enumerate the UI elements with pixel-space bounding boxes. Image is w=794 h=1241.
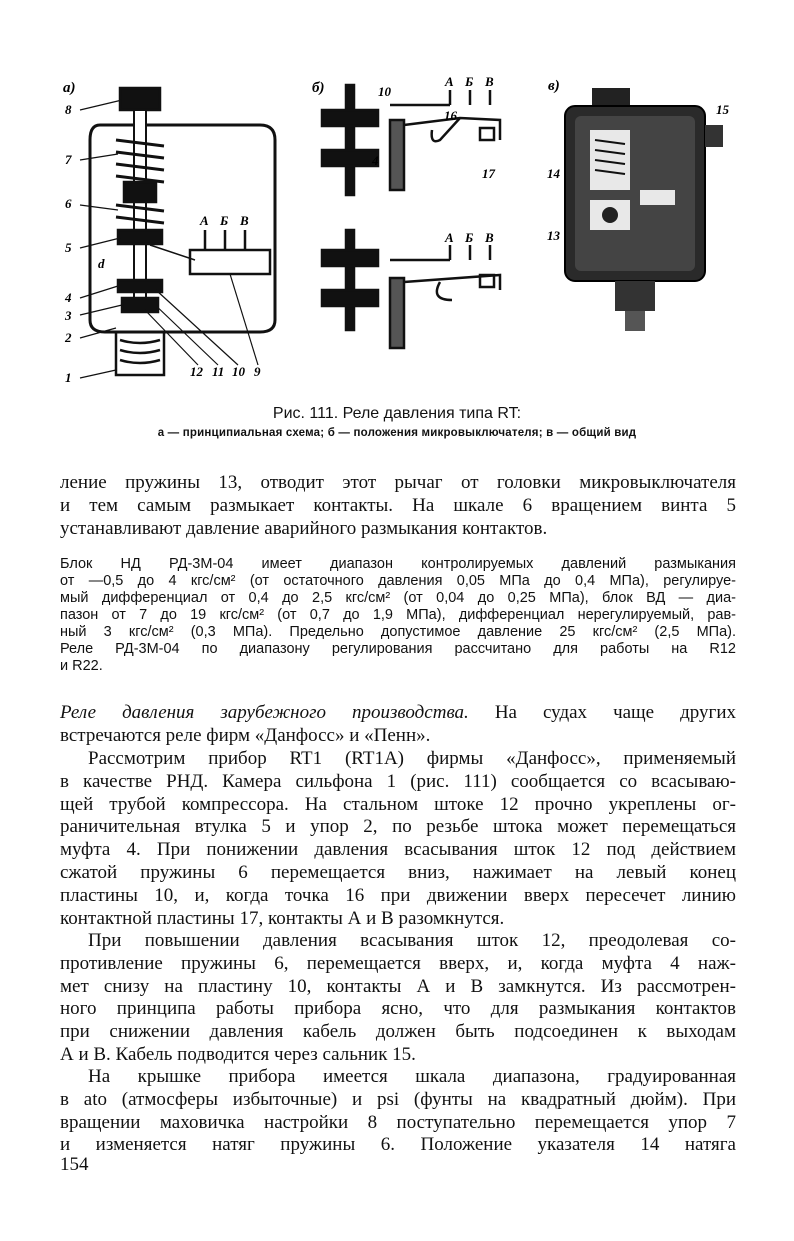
small-line: мый дифференциал от 0,4 до 2,5 кгс/см² (от 0,04 до 0,25 МПа), блок ВД — диа- xyxy=(60,590,736,606)
text-line: в ato (атмосферы избыточные) и psi (фунты на квадратный дюйм). При xyxy=(60,1088,736,1110)
text-line: муфта 4. При понижении давления всасывания шток 12 под действием xyxy=(60,839,736,861)
small-print-block xyxy=(60,556,736,675)
panel-a-label: а) xyxy=(63,80,76,96)
text-line: и изменяется натяг пружины 6. Положение указателя 14 натяга xyxy=(60,1134,736,1156)
contact-a-label: А xyxy=(200,213,209,228)
small-line: от —0,5 до 4 кгс/см² (от остаточного давления 0,05 МПа до 0,4 МПа), регулируе- xyxy=(60,573,736,589)
small-line: пазон от 7 до 19 кгс/см² (от 0,7 до 1,9 МПа), дифференциал нерегулируемый, рав- xyxy=(60,607,736,623)
label-5: 5 xyxy=(65,240,72,255)
label-d: d xyxy=(98,256,105,271)
text-line: сжатой пружины 6 перемещается вниз, нажимает на левый конец xyxy=(60,861,736,883)
text-line: раничительная втулка 5 и упор 2, по резьбе штока может перемещаться xyxy=(60,816,736,838)
paragraph-5 xyxy=(60,1066,736,1157)
label-10: 10 xyxy=(232,364,245,379)
small-line: Реле РД-3М-04 по диапазону регулирования рассчитано для работы на R12 xyxy=(60,641,736,657)
paragraph-3 xyxy=(60,748,736,930)
text-line: На крышке прибора имеется шкала диапазона, градуированная xyxy=(88,1066,736,1087)
text-line: противление пружины 6, перемещается вверх, и, когда муфта 4 наж- xyxy=(60,952,736,974)
text-line: ление пружины 13, отводит этот рычаг от головки микровыключателя xyxy=(60,472,736,493)
small-line: и R22. xyxy=(60,658,103,674)
panel-c-label: в) xyxy=(548,78,560,94)
label-3: 3 xyxy=(65,308,72,323)
label-9: 9 xyxy=(254,364,261,379)
panel-b-label: б) xyxy=(312,80,325,96)
label-b-4: 4 xyxy=(372,153,379,168)
label-7: 7 xyxy=(65,152,72,167)
contact-b-label: Б xyxy=(220,213,229,228)
text-line: в качестве РНД. Камера сильфона 1 (рис. 111) сообщается со всасываю- xyxy=(60,770,736,792)
text-line: устанавливают давление аварийного размыкания контактов. xyxy=(60,517,548,539)
contact-b-a2: А xyxy=(445,230,454,245)
text-line: мет снизу на пластину 10, контакты А и В замкнутся. Из рассмотрен- xyxy=(60,975,736,997)
contact-b-v1: В xyxy=(485,74,494,89)
label-2: 2 xyxy=(65,330,72,345)
label-b-10: 10 xyxy=(378,84,391,99)
contact-b-v2: В xyxy=(485,230,494,245)
panel-b-switch-positions xyxy=(322,85,500,348)
label-c-13: 13 xyxy=(547,228,560,243)
text-line xyxy=(60,702,736,725)
label-11: 11 xyxy=(212,364,225,379)
figure-111 xyxy=(60,70,740,390)
small-line: Блок НД РД-3М-04 имеет диапазон контролируемых давлений размыкания xyxy=(60,556,736,572)
contact-v-label: В xyxy=(240,213,249,228)
label-c-14: 14 xyxy=(547,166,560,181)
small-line: ный 3 кгс/см² (0,3 МПа). Предельно допустимое давление 25 кгс/см² (2,5 МПа). xyxy=(60,624,736,640)
text-line: щей трубой компрессора. На стальном штоке 12 прочно укреплены ог- xyxy=(60,793,736,815)
figure-legend: а — принципиальная схема; б — положения микровыключателя; в — общий вид xyxy=(157,427,637,439)
label-b-17: 17 xyxy=(482,166,495,181)
text-line: контактной пластины 17, контакты А и В разомкнутся. xyxy=(60,907,505,929)
label-12: 12 xyxy=(190,364,203,379)
paragraph-1 xyxy=(60,472,736,540)
text-line: ного принципа работы прибора ясно, что для размыкания контактов xyxy=(60,998,736,1020)
relay-diagram xyxy=(60,70,740,390)
label-1: 1 xyxy=(65,370,72,385)
label-6: 6 xyxy=(65,196,72,211)
label-b-16: 16 xyxy=(444,108,457,123)
text-line: и тем самым размыкает контакты. На шкале 6 вращением винта 5 xyxy=(60,494,736,516)
text-line: При повышении давления всасывания шток 12, преодолевая со- xyxy=(88,930,736,951)
text-line: вращении маховичка настройки 8 поступательно перемещается упор 7 xyxy=(60,1111,736,1133)
contact-b-a1: А xyxy=(445,74,454,89)
italic-heading: Реле давления зарубежного производства. xyxy=(60,702,469,723)
text-line: пластины 10, и, когда точка 16 при движении вверх пересечет линию xyxy=(60,884,736,906)
text-run: На судах чаще других xyxy=(468,702,737,723)
figure-caption: Рис. 111. Реле давления типа RT: xyxy=(272,405,522,422)
paragraph-2 xyxy=(60,702,736,748)
panel-c-general-view xyxy=(565,88,723,331)
contact-b-b1: Б xyxy=(465,74,474,89)
contact-b-b2: Б xyxy=(465,230,474,245)
text-line: встречаются реле фирм «Данфосс» и «Пенн». xyxy=(60,724,431,746)
text-line: при снижении давления кабель должен быть подсоединен к выходам xyxy=(60,1021,736,1043)
label-4: 4 xyxy=(65,290,72,305)
panel-a-schematic xyxy=(80,88,275,378)
text-line: А и В. Кабель подводится через сальник 15. xyxy=(60,1043,416,1065)
page-number: 154 xyxy=(60,1154,89,1175)
text-line: Рассмотрим прибор RT1 (RT1A) фирмы «Данфосс», применяемый xyxy=(88,748,736,769)
label-8: 8 xyxy=(65,102,72,117)
label-c-15: 15 xyxy=(716,102,729,117)
paragraph-4 xyxy=(60,930,736,1067)
